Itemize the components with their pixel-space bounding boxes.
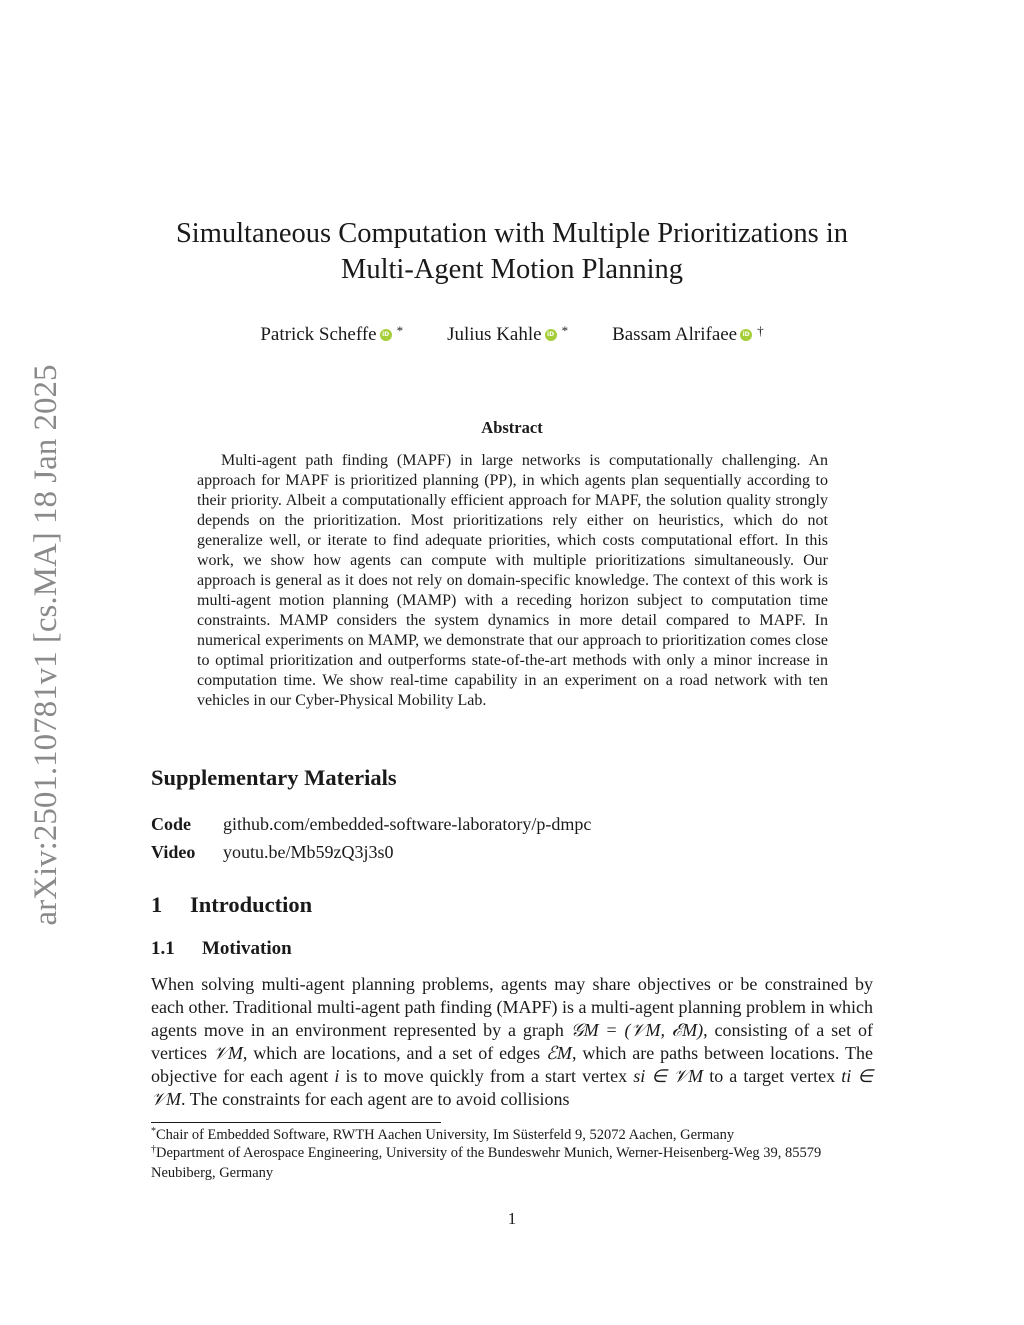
start-vertex-expression: si ∈ 𝒱M — [633, 1066, 704, 1086]
page-number: 1 — [507, 1209, 517, 1228]
code-link[interactable]: github.com/embedded-software-laboratory/p-dmpc — [223, 814, 592, 834]
subsection-title: Motivation — [202, 938, 292, 959]
supplementary-heading: Supplementary Materials — [151, 765, 397, 790]
intro-text-3: , which are locations, and a set of edges — [242, 1043, 547, 1063]
intro-text-7: . The constraints for each agent are to avoid collisions — [181, 1089, 570, 1109]
intro-text-4: , which are paths between locations. The objective for each agent — [151, 1043, 873, 1086]
supplementary-video-row — [151, 840, 394, 864]
footnote-mark: † — [151, 1144, 156, 1155]
orcid-icon[interactable]: iD — [740, 329, 752, 341]
orcid-icon[interactable]: iD — [545, 329, 557, 341]
footnote-divider — [151, 1122, 441, 1123]
vertices-expression: 𝒱M — [212, 1043, 243, 1063]
author-3 — [612, 323, 764, 347]
target-vertex-expression: ti ∈ 𝒱M — [151, 1066, 874, 1109]
title-line-1: Simultaneous Computation with Multiple Prioritizations in — [175, 218, 849, 249]
intro-text-5: is to move quickly from a start vertex — [339, 1066, 634, 1086]
author-1 — [260, 323, 403, 347]
graph-expression: 𝒢M = (𝒱M, ℰM) — [570, 1020, 704, 1040]
introduction-heading — [151, 891, 312, 919]
affiliation-mark: * — [561, 323, 569, 338]
code-label: Code — [151, 814, 191, 834]
intro-text-2: , consisting of a set of vertices — [151, 1020, 873, 1063]
section-title: Introduction — [190, 892, 313, 917]
paper-title — [130, 216, 894, 288]
subsection-number: 1.1 — [151, 938, 175, 959]
video-link[interactable]: youtu.be/Mb59zQ3j3s0 — [223, 842, 394, 862]
abstract-body: Multi-agent path finding (MAPF) in large networks is computationally challenging. An approach for MAPF is prioritized planning (PP), in which agents plan sequentially according to their priority. Albeit a computationally efficient approach for MAPF, the solution quality strongly depends on the prioritization. Most prioritizations rely either on heuristics, which do not generalize well, or iterate to find adequate priorities, which costs computational effort. In this work, we show how agents can compute with multiple prioritizations simultaneously. Our approach is general as it does not rely on domain-specific knowledge. The context of this work is multi-agent motion planning (MAMP) with a receding horizon subject to computation time constraints. MAMP considers the system dynamics in more detail compared to MAPF. In numerical experiments on MAMP, we demonstrate that our approach to prioritization comes close to optimal prioritization and outperforms state-of-the-art methods with only a minor increase in computation time. We show real-time capability in an experiment on a road network with ten vehicles in our Cyber-Physical Mobility Lab. — [197, 452, 828, 709]
affiliation-mark: * — [396, 323, 404, 338]
motivation-heading — [151, 937, 292, 961]
intro-text-1: When solving multi-agent planning problems, agents may share objectives or be constrained by each other. Traditional multi-agent path finding (MAPF) is a multi-agent planning problem in which agents move in an environment represented by a graph — [151, 974, 873, 1040]
video-label: Video — [151, 842, 196, 862]
author-name: Bassam Alrifaee — [612, 324, 738, 345]
footnote-2 — [151, 1144, 873, 1182]
edges-expression: ℰM — [546, 1043, 572, 1063]
orcid-icon[interactable]: iD — [380, 329, 392, 341]
footnote-text: Chair of Embedded Software, RWTH Aachen University, Im Süsterfeld 9, 52072 Aachen, Germany — [156, 1127, 735, 1143]
footnote-1 — [151, 1126, 873, 1146]
author-2 — [447, 323, 568, 347]
footnote-mark: * — [151, 1126, 156, 1137]
title-line-2: Multi-Agent Motion Planning — [341, 254, 683, 285]
author-name: Patrick Scheffe — [260, 324, 377, 345]
section-number: 1 — [151, 892, 163, 917]
affiliation-mark: † — [757, 323, 764, 338]
author-list — [130, 323, 894, 347]
supplementary-code-row — [151, 812, 591, 836]
agent-variable: i — [334, 1066, 340, 1086]
introduction-paragraph — [151, 973, 873, 1111]
arxiv-identifier-stamp: arXiv:2501.10781v1 [cs.MA] 18 Jan 2025 — [28, 364, 64, 926]
footnote-text: Department of Aerospace Engineering, University of the Bundeswehr Munich, Werner-Heisenberg-Weg 39, 85579 Neubiberg, Germany — [151, 1145, 822, 1181]
abstract-heading: Abstract — [481, 418, 543, 437]
intro-text-6: to a target vertex — [703, 1066, 842, 1086]
author-name: Julius Kahle — [447, 324, 542, 345]
